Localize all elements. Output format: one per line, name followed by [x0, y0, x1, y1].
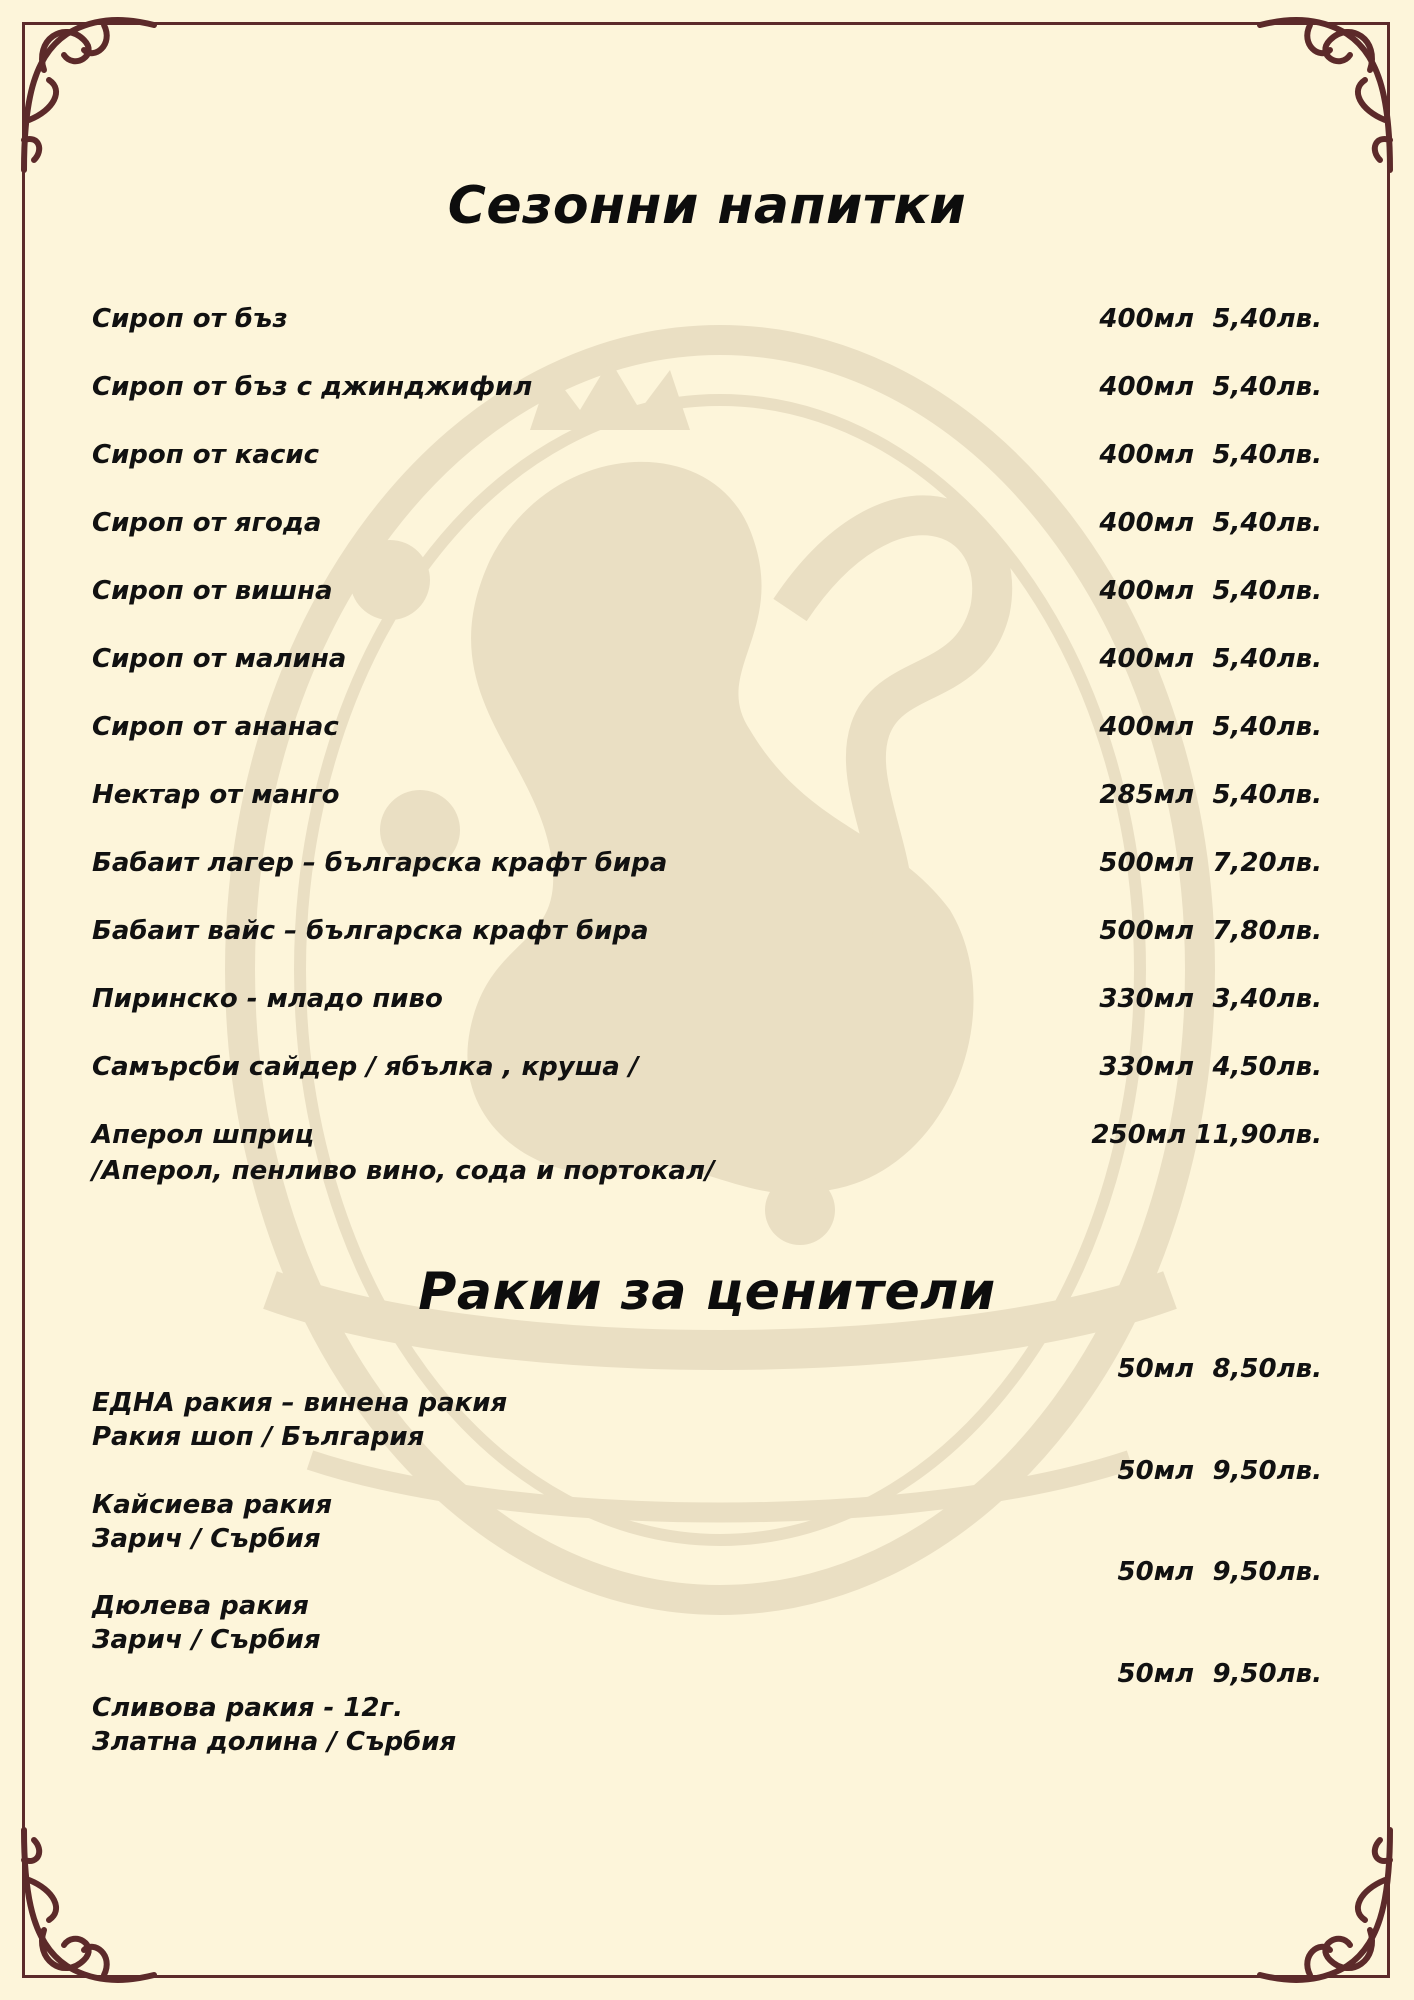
item-volume: 50мл [1117, 1557, 1194, 1587]
list-item [92, 1052, 1322, 1092]
item-volume: 400мл [1099, 372, 1194, 402]
item-name: Сироп от малина [92, 644, 347, 674]
item-volume: 50мл [1117, 1354, 1194, 1384]
list-item [92, 508, 1322, 548]
item-price: 5,40лв. [1212, 644, 1322, 674]
list-item [92, 304, 1322, 344]
item-name: Сироп от бъз [92, 304, 288, 334]
list-item [92, 1354, 1322, 1454]
list-item [92, 848, 1322, 888]
item-name: ЕДНА ракия – винена ракия [92, 1388, 508, 1418]
item-price: 5,40лв. [1212, 576, 1322, 606]
item-name: Сливова ракия - 12г. [92, 1693, 403, 1723]
item-name: Сироп от ягода [92, 508, 322, 538]
item-origin: Зарич / Сърбия [92, 1625, 321, 1655]
item-volume: 285мл [1099, 780, 1194, 810]
item-name: Сироп от бъз с джинджифил [92, 372, 533, 402]
item-name: Нектар от манго [92, 780, 340, 810]
item-price: 4,50лв. [1212, 1052, 1322, 1082]
item-price: 5,40лв. [1212, 372, 1322, 402]
item-volume: 400мл [1099, 644, 1194, 674]
list-item [92, 1120, 1322, 1196]
item-volume: 400мл [1099, 304, 1194, 334]
item-price: 5,40лв. [1212, 304, 1322, 334]
item-name: Аперол шприц [92, 1120, 314, 1150]
list-item [92, 1557, 1322, 1657]
item-volume: 250мл [1091, 1120, 1186, 1150]
item-price: 7,80лв. [1212, 916, 1322, 946]
item-description: /Аперол, пенливо вино, сода и портокал/ [92, 1156, 715, 1186]
item-volume: 400мл [1099, 508, 1194, 538]
item-name: Пиринско - младо пиво [92, 984, 443, 1014]
list-item [92, 712, 1322, 752]
item-volume: 500мл [1099, 916, 1194, 946]
list-item [92, 1456, 1322, 1556]
item-price: 9,50лв. [1212, 1659, 1322, 1689]
item-name: Самърсби сайдер / ябълка , круша / [92, 1052, 639, 1082]
item-origin: Зарич / Сърбия [92, 1524, 321, 1554]
item-volume: 400мл [1099, 712, 1194, 742]
item-price: 3,40лв. [1212, 984, 1322, 1014]
list-item [92, 372, 1322, 412]
list-item [92, 644, 1322, 684]
item-volume: 400мл [1099, 576, 1194, 606]
list-item [92, 1659, 1322, 1759]
item-name: Бабаит вайс – българска крафт бира [92, 916, 649, 946]
item-name: Сироп от касис [92, 440, 320, 470]
item-volume: 330мл [1099, 984, 1194, 1014]
item-origin: Ракия шоп / България [92, 1422, 425, 1452]
item-price: 11,90лв. [1194, 1120, 1322, 1150]
item-name: Кайсиева ракия [92, 1490, 333, 1520]
item-price: 5,40лв. [1212, 508, 1322, 538]
item-name: Бабаит лагер – българска крафт бира [92, 848, 668, 878]
item-volume: 50мл [1117, 1456, 1194, 1486]
item-volume: 400мл [1099, 440, 1194, 470]
item-name: Дюлева ракия [92, 1591, 309, 1621]
item-price: 7,20лв. [1212, 848, 1322, 878]
item-price: 9,50лв. [1212, 1557, 1322, 1587]
item-price: 8,50лв. [1212, 1354, 1322, 1384]
list-item [92, 440, 1322, 480]
item-price: 5,40лв. [1212, 440, 1322, 470]
rakia-section-title: Ракии за ценители [418, 1262, 996, 1322]
item-volume: 330мл [1099, 1052, 1194, 1082]
list-item [92, 984, 1322, 1024]
item-name: Сироп от вишна [92, 576, 333, 606]
item-price: 9,50лв. [1212, 1456, 1322, 1486]
seasonal-section-title: Сезонни напитки [447, 176, 967, 236]
item-price: 5,40лв. [1212, 712, 1322, 742]
item-price: 5,40лв. [1212, 780, 1322, 810]
item-volume: 50мл [1117, 1659, 1194, 1689]
item-origin: Златна долина / Сърбия [92, 1727, 457, 1757]
item-name: Сироп от ананас [92, 712, 339, 742]
item-volume: 500мл [1099, 848, 1194, 878]
list-item [92, 780, 1322, 820]
list-item [92, 916, 1322, 956]
list-item [92, 576, 1322, 616]
